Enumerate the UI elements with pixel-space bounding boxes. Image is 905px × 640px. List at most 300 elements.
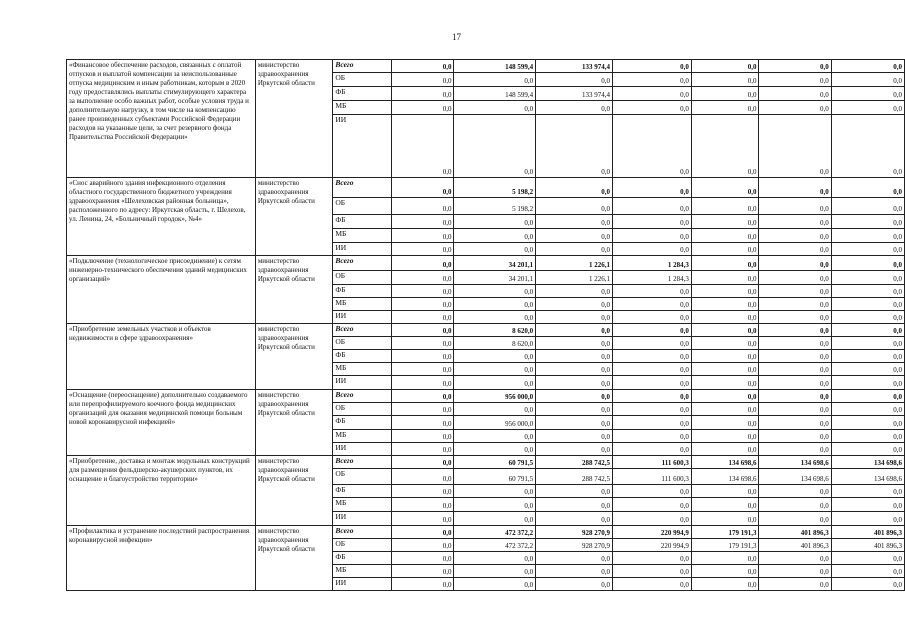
amount-cell: 0,0 xyxy=(454,403,536,416)
amount-cell: 0,0 xyxy=(391,60,454,73)
funding-source: ИИ xyxy=(333,512,392,526)
amount-cell: 0,0 xyxy=(691,311,759,324)
amount-cell: 0,0 xyxy=(831,350,904,363)
amount-cell: 134 698,6 xyxy=(831,469,904,485)
amount-cell: 0,0 xyxy=(831,430,904,443)
funding-source: ОБ xyxy=(333,271,392,285)
amount-cell: 0,0 xyxy=(831,198,904,215)
amount-cell: 0,0 xyxy=(536,565,613,578)
amount-cell: 0,0 xyxy=(454,430,536,443)
funding-source: Всего xyxy=(333,324,392,337)
amount-cell: 0,0 xyxy=(759,60,831,73)
amount-cell: 0,0 xyxy=(691,416,759,430)
amount-cell: 0,0 xyxy=(613,376,692,390)
amount-cell: 5 198,2 xyxy=(454,198,536,215)
amount-cell: 60 791,5 xyxy=(454,469,536,485)
amount-cell: 0,0 xyxy=(831,87,904,101)
amount-cell: 0,0 xyxy=(536,416,613,430)
amount-cell: 8 620,0 xyxy=(454,324,536,337)
measure-description: «Приобретение, доставка и монтаж модульных конструкций для размещения фельдшерско-акушерских пунктов, их оснащение и благоустройство территории» xyxy=(67,456,256,526)
amount-cell: 0,0 xyxy=(831,498,904,512)
amount-cell: 0,0 xyxy=(831,363,904,376)
amount-cell: 8 620,0 xyxy=(454,337,536,350)
amount-cell: 0,0 xyxy=(613,512,692,526)
amount-cell: 0,0 xyxy=(691,403,759,416)
amount-cell: 220 994,9 xyxy=(613,526,692,539)
amount-cell: 0,0 xyxy=(759,178,831,198)
amount-cell: 0,0 xyxy=(536,443,613,456)
funding-source: ФБ xyxy=(333,285,392,298)
amount-cell: 0,0 xyxy=(391,390,454,403)
amount-cell: 0,0 xyxy=(613,243,692,256)
amount-cell: 0,0 xyxy=(536,178,613,198)
amount-cell: 0,0 xyxy=(759,485,831,498)
amount-cell: 0,0 xyxy=(691,271,759,285)
amount-cell: 0,0 xyxy=(391,350,454,363)
funding-source: ФБ xyxy=(333,552,392,565)
amount-cell: 928 270,9 xyxy=(536,539,613,552)
amount-cell: 0,0 xyxy=(691,178,759,198)
amount-cell: 0,0 xyxy=(759,416,831,430)
amount-cell: 0,0 xyxy=(831,416,904,430)
amount-cell: 0,0 xyxy=(613,115,692,178)
amount-cell: 0,0 xyxy=(759,578,831,591)
amount-cell: 0,0 xyxy=(454,485,536,498)
measure-executor: министерство здравоохранения Иркутской области xyxy=(255,256,333,324)
amount-cell: 928 270,9 xyxy=(536,526,613,539)
funding-source: ОБ xyxy=(333,198,392,215)
amount-cell: 1 226,1 xyxy=(536,271,613,285)
amount-cell: 0,0 xyxy=(831,337,904,350)
amount-cell: 0,0 xyxy=(759,430,831,443)
measure-executor: министерство здравоохранения Иркутской области xyxy=(255,178,333,256)
amount-cell: 0,0 xyxy=(691,363,759,376)
amount-cell: 0,0 xyxy=(613,87,692,101)
amount-cell: 0,0 xyxy=(691,430,759,443)
amount-cell: 0,0 xyxy=(536,376,613,390)
amount-cell: 0,0 xyxy=(391,565,454,578)
funding-source: ФБ xyxy=(333,416,392,430)
amount-cell: 133 974,4 xyxy=(536,60,613,73)
funding-source: ОБ xyxy=(333,73,392,87)
amount-cell: 0,0 xyxy=(613,390,692,403)
amount-cell: 0,0 xyxy=(759,403,831,416)
amount-cell: 0,0 xyxy=(691,443,759,456)
amount-cell: 0,0 xyxy=(831,229,904,243)
amount-cell: 0,0 xyxy=(759,198,831,215)
amount-cell: 1 226,1 xyxy=(536,256,613,271)
amount-cell: 0,0 xyxy=(759,215,831,229)
funding-source: МБ xyxy=(333,101,392,115)
measure-executor: министерство здравоохранения Иркутской области xyxy=(255,390,333,456)
amount-cell: 288 742,5 xyxy=(536,456,613,469)
amount-cell: 0,0 xyxy=(391,337,454,350)
amount-cell: 0,0 xyxy=(536,552,613,565)
amount-cell: 34 201,1 xyxy=(454,256,536,271)
measure-description: «Снос аварийного здания инфекционного отделения областного государственного бюджетного учреждения здравоохранения «Шелеховская районная больница», расположенного по адресу: Иркутская область, г. Шелехов, ул. Ленина, 24, «Больничный городок», №4» xyxy=(67,178,256,256)
funding-source: ИИ xyxy=(333,376,392,390)
amount-cell: 0,0 xyxy=(759,101,831,115)
amount-cell: 0,0 xyxy=(831,60,904,73)
amount-cell: 0,0 xyxy=(613,403,692,416)
amount-cell: 0,0 xyxy=(391,430,454,443)
amount-cell: 0,0 xyxy=(391,73,454,87)
amount-cell: 0,0 xyxy=(391,552,454,565)
funding-source: ФБ xyxy=(333,87,392,101)
amount-cell: 0,0 xyxy=(454,243,536,256)
amount-cell: 0,0 xyxy=(759,565,831,578)
amount-cell: 0,0 xyxy=(613,485,692,498)
amount-cell: 0,0 xyxy=(536,498,613,512)
amount-cell: 0,0 xyxy=(613,101,692,115)
amount-cell: 0,0 xyxy=(831,271,904,285)
amount-cell: 0,0 xyxy=(831,215,904,229)
measure-executor: министерство здравоохранения Иркутской области xyxy=(255,60,333,178)
amount-cell: 0,0 xyxy=(613,350,692,363)
amount-cell: 0,0 xyxy=(831,390,904,403)
amount-cell: 0,0 xyxy=(759,87,831,101)
amount-cell: 0,0 xyxy=(613,73,692,87)
amount-cell: 0,0 xyxy=(391,512,454,526)
amount-cell: 0,0 xyxy=(536,430,613,443)
amount-cell: 0,0 xyxy=(536,298,613,311)
amount-cell: 0,0 xyxy=(759,498,831,512)
funding-source: Всего xyxy=(333,526,392,539)
amount-cell: 0,0 xyxy=(613,178,692,198)
amount-cell: 0,0 xyxy=(759,324,831,337)
amount-cell: 0,0 xyxy=(759,285,831,298)
amount-cell: 179 191,3 xyxy=(691,539,759,552)
amount-cell: 0,0 xyxy=(759,443,831,456)
funding-source: МБ xyxy=(333,430,392,443)
amount-cell: 956 000,0 xyxy=(454,390,536,403)
table-row xyxy=(67,60,905,73)
amount-cell: 0,0 xyxy=(691,498,759,512)
amount-cell: 0,0 xyxy=(691,390,759,403)
amount-cell: 0,0 xyxy=(691,578,759,591)
page-number: 17 xyxy=(452,32,461,42)
amount-cell: 220 994,9 xyxy=(613,539,692,552)
amount-cell: 0,0 xyxy=(759,243,831,256)
amount-cell: 0,0 xyxy=(391,578,454,591)
amount-cell: 0,0 xyxy=(831,443,904,456)
amount-cell: 134 698,6 xyxy=(831,456,904,469)
funding-source: Всего xyxy=(333,178,392,198)
amount-cell: 0,0 xyxy=(454,565,536,578)
amount-cell: 0,0 xyxy=(691,243,759,256)
amount-cell: 0,0 xyxy=(391,485,454,498)
amount-cell: 0,0 xyxy=(759,390,831,403)
table-row xyxy=(67,526,905,539)
amount-cell: 0,0 xyxy=(454,115,536,178)
amount-cell: 0,0 xyxy=(613,565,692,578)
amount-cell: 0,0 xyxy=(536,578,613,591)
amount-cell: 0,0 xyxy=(454,578,536,591)
amount-cell: 0,0 xyxy=(759,512,831,526)
funding-source: ОБ xyxy=(333,469,392,485)
funding-source: Всего xyxy=(333,60,392,73)
amount-cell: 0,0 xyxy=(691,60,759,73)
amount-cell: 0,0 xyxy=(454,285,536,298)
amount-cell: 0,0 xyxy=(536,198,613,215)
amount-cell: 0,0 xyxy=(454,512,536,526)
amount-cell: 0,0 xyxy=(759,376,831,390)
amount-cell: 0,0 xyxy=(759,337,831,350)
amount-cell: 0,0 xyxy=(536,324,613,337)
amount-cell: 0,0 xyxy=(759,552,831,565)
measure-description: «Профилактика и устранение последствий распространения коронавирусной инфекции» xyxy=(67,526,256,591)
amount-cell: 0,0 xyxy=(831,311,904,324)
amount-cell: 0,0 xyxy=(391,178,454,198)
amount-cell: 0,0 xyxy=(691,87,759,101)
amount-cell: 0,0 xyxy=(391,443,454,456)
amount-cell: 0,0 xyxy=(691,350,759,363)
amount-cell: 0,0 xyxy=(613,552,692,565)
amount-cell: 0,0 xyxy=(613,498,692,512)
amount-cell: 111 600,3 xyxy=(613,456,692,469)
amount-cell: 0,0 xyxy=(831,178,904,198)
amount-cell: 0,0 xyxy=(391,101,454,115)
amount-cell: 5 198,2 xyxy=(454,178,536,198)
amount-cell: 0,0 xyxy=(831,485,904,498)
table-row xyxy=(67,256,905,271)
amount-cell: 0,0 xyxy=(536,215,613,229)
amount-cell: 0,0 xyxy=(691,198,759,215)
amount-cell: 0,0 xyxy=(691,298,759,311)
amount-cell: 134 698,6 xyxy=(691,469,759,485)
amount-cell: 0,0 xyxy=(391,498,454,512)
amount-cell: 0,0 xyxy=(391,526,454,539)
amount-cell: 0,0 xyxy=(391,256,454,271)
amount-cell: 0,0 xyxy=(391,324,454,337)
amount-cell: 0,0 xyxy=(454,311,536,324)
amount-cell: 0,0 xyxy=(536,285,613,298)
amount-cell: 0,0 xyxy=(691,101,759,115)
amount-cell: 288 742,5 xyxy=(536,469,613,485)
amount-cell: 0,0 xyxy=(831,552,904,565)
amount-cell: 472 372,2 xyxy=(454,526,536,539)
amount-cell: 0,0 xyxy=(759,115,831,178)
funding-source: ОБ xyxy=(333,337,392,350)
amount-cell: 0,0 xyxy=(691,256,759,271)
funding-source: ИИ xyxy=(333,443,392,456)
amount-cell: 0,0 xyxy=(691,512,759,526)
amount-cell: 0,0 xyxy=(391,198,454,215)
amount-cell: 0,0 xyxy=(759,271,831,285)
amount-cell: 401 896,3 xyxy=(831,539,904,552)
amount-cell: 0,0 xyxy=(691,215,759,229)
amount-cell: 0,0 xyxy=(691,485,759,498)
amount-cell: 0,0 xyxy=(391,271,454,285)
amount-cell: 111 600,3 xyxy=(613,469,692,485)
amount-cell: 0,0 xyxy=(831,324,904,337)
amount-cell: 0,0 xyxy=(831,285,904,298)
amount-cell: 0,0 xyxy=(831,243,904,256)
funding-source: ИИ xyxy=(333,311,392,324)
amount-cell: 0,0 xyxy=(759,73,831,87)
amount-cell: 0,0 xyxy=(613,578,692,591)
measure-description: «Приобретение земельных участков и объектов недвижимости в сфере здравоохранения» xyxy=(67,324,256,390)
budget-table xyxy=(66,59,905,591)
amount-cell: 0,0 xyxy=(759,350,831,363)
amount-cell: 0,0 xyxy=(613,298,692,311)
amount-cell: 0,0 xyxy=(454,443,536,456)
amount-cell: 134 698,6 xyxy=(691,456,759,469)
amount-cell: 0,0 xyxy=(759,256,831,271)
amount-cell: 0,0 xyxy=(391,115,454,178)
funding-source: ФБ xyxy=(333,350,392,363)
amount-cell: 0,0 xyxy=(831,403,904,416)
amount-cell: 0,0 xyxy=(454,350,536,363)
measure-executor: министерство здравоохранения Иркутской области xyxy=(255,324,333,390)
amount-cell: 0,0 xyxy=(613,215,692,229)
funding-source: Всего xyxy=(333,456,392,469)
measure-description: «Оснащение (переоснащение) дополнительно создаваемого или перепрофилируемого коечного фонда медицинских организаций для оказания медицинской помощи больным новой коронавирусной инфекцией» xyxy=(67,390,256,456)
amount-cell: 0,0 xyxy=(454,363,536,376)
amount-cell: 0,0 xyxy=(613,337,692,350)
funding-source: ИИ xyxy=(333,243,392,256)
funding-source: ОБ xyxy=(333,539,392,552)
amount-cell: 0,0 xyxy=(613,416,692,430)
table-row xyxy=(67,178,905,198)
amount-cell: 0,0 xyxy=(536,229,613,243)
amount-cell: 0,0 xyxy=(691,565,759,578)
amount-cell: 0,0 xyxy=(391,469,454,485)
amount-cell: 0,0 xyxy=(831,578,904,591)
amount-cell: 0,0 xyxy=(613,60,692,73)
amount-cell: 0,0 xyxy=(454,298,536,311)
amount-cell: 0,0 xyxy=(831,298,904,311)
funding-source: ФБ xyxy=(333,485,392,498)
amount-cell: 0,0 xyxy=(391,311,454,324)
amount-cell: 0,0 xyxy=(391,243,454,256)
funding-source: МБ xyxy=(333,229,392,243)
amount-cell: 0,0 xyxy=(536,311,613,324)
amount-cell: 0,0 xyxy=(691,376,759,390)
amount-cell: 0,0 xyxy=(536,403,613,416)
amount-cell: 0,0 xyxy=(391,376,454,390)
amount-cell: 472 372,2 xyxy=(454,539,536,552)
amount-cell: 0,0 xyxy=(454,73,536,87)
amount-cell: 0,0 xyxy=(759,311,831,324)
measure-description: «Подключение (технологическое присоединение) к сетям инженерно-технического обеспечения зданий медицинских организаций» xyxy=(67,256,256,324)
amount-cell: 0,0 xyxy=(454,101,536,115)
amount-cell: 1 284,3 xyxy=(613,256,692,271)
amount-cell: 401 896,3 xyxy=(759,526,831,539)
amount-cell: 0,0 xyxy=(759,229,831,243)
amount-cell: 0,0 xyxy=(613,324,692,337)
table-row xyxy=(67,456,905,469)
amount-cell: 0,0 xyxy=(691,337,759,350)
amount-cell: 0,0 xyxy=(536,363,613,376)
amount-cell: 0,0 xyxy=(391,229,454,243)
amount-cell: 0,0 xyxy=(831,512,904,526)
amount-cell: 0,0 xyxy=(536,115,613,178)
amount-cell: 0,0 xyxy=(391,298,454,311)
funding-source: ИИ xyxy=(333,578,392,591)
amount-cell: 0,0 xyxy=(454,552,536,565)
funding-source: МБ xyxy=(333,498,392,512)
amount-cell: 0,0 xyxy=(454,215,536,229)
amount-cell: 0,0 xyxy=(391,456,454,469)
funding-source: МБ xyxy=(333,298,392,311)
amount-cell: 0,0 xyxy=(831,565,904,578)
amount-cell: 0,0 xyxy=(691,73,759,87)
funding-source: Всего xyxy=(333,256,392,271)
amount-cell: 401 896,3 xyxy=(831,526,904,539)
amount-cell: 0,0 xyxy=(391,215,454,229)
amount-cell: 0,0 xyxy=(831,101,904,115)
amount-cell: 0,0 xyxy=(536,101,613,115)
amount-cell: 0,0 xyxy=(391,285,454,298)
amount-cell: 134 698,6 xyxy=(759,456,831,469)
measure-executor: министерство здравоохранения Иркутской области xyxy=(255,456,333,526)
amount-cell: 133 974,4 xyxy=(536,87,613,101)
table-row xyxy=(67,390,905,403)
amount-cell: 0,0 xyxy=(831,73,904,87)
amount-cell: 0,0 xyxy=(759,298,831,311)
measure-executor: министерство здравоохранения Иркутской области xyxy=(255,526,333,591)
funding-source: ФБ xyxy=(333,215,392,229)
amount-cell: 401 896,3 xyxy=(759,539,831,552)
amount-cell: 0,0 xyxy=(613,198,692,215)
amount-cell: 0,0 xyxy=(613,311,692,324)
amount-cell: 0,0 xyxy=(454,229,536,243)
amount-cell: 0,0 xyxy=(759,363,831,376)
funding-source: ИИ xyxy=(333,115,392,178)
amount-cell: 0,0 xyxy=(613,285,692,298)
amount-cell: 0,0 xyxy=(831,256,904,271)
amount-cell: 0,0 xyxy=(536,243,613,256)
amount-cell: 0,0 xyxy=(536,390,613,403)
amount-cell: 0,0 xyxy=(454,498,536,512)
amount-cell: 0,0 xyxy=(536,73,613,87)
amount-cell: 0,0 xyxy=(831,376,904,390)
amount-cell: 0,0 xyxy=(691,324,759,337)
amount-cell: 0,0 xyxy=(391,416,454,430)
amount-cell: 0,0 xyxy=(391,363,454,376)
amount-cell: 0,0 xyxy=(691,285,759,298)
amount-cell: 148 599,4 xyxy=(454,60,536,73)
amount-cell: 0,0 xyxy=(391,539,454,552)
amount-cell: 0,0 xyxy=(536,337,613,350)
amount-cell: 0,0 xyxy=(613,229,692,243)
amount-cell: 0,0 xyxy=(391,403,454,416)
amount-cell: 0,0 xyxy=(613,363,692,376)
amount-cell: 34 201,1 xyxy=(454,271,536,285)
amount-cell: 0,0 xyxy=(831,115,904,178)
funding-source: ОБ xyxy=(333,403,392,416)
funding-source: МБ xyxy=(333,363,392,376)
amount-cell: 0,0 xyxy=(536,350,613,363)
amount-cell: 0,0 xyxy=(536,485,613,498)
amount-cell: 60 791,5 xyxy=(454,456,536,469)
amount-cell: 179 191,3 xyxy=(691,526,759,539)
amount-cell: 0,0 xyxy=(691,552,759,565)
table-row xyxy=(67,324,905,337)
amount-cell: 0,0 xyxy=(454,376,536,390)
measure-description: «Финансовое обеспечение расходов, связанных с оплатой отпусков и выплатой компенсации за неиспользованные отпуска медицинским и иным работникам, которым в 2020 году предоставлялись выплаты стимулирующего характера за выполнение особо важных работ, особые условия труда и дополнительную нагрузку, в том числе на компенсацию ранее произведенных субъектами Российской Федерации расходов на указанные цели, за счет резервного фонда Правительства Российской Федерации» xyxy=(67,60,256,178)
amount-cell: 956 000,0 xyxy=(454,416,536,430)
amount-cell: 0,0 xyxy=(391,87,454,101)
amount-cell: 0,0 xyxy=(613,430,692,443)
funding-source: МБ xyxy=(333,565,392,578)
funding-source: Всего xyxy=(333,390,392,403)
amount-cell: 148 599,4 xyxy=(454,87,536,101)
amount-cell: 0,0 xyxy=(536,512,613,526)
amount-cell: 0,0 xyxy=(691,229,759,243)
amount-cell: 134 698,6 xyxy=(759,469,831,485)
